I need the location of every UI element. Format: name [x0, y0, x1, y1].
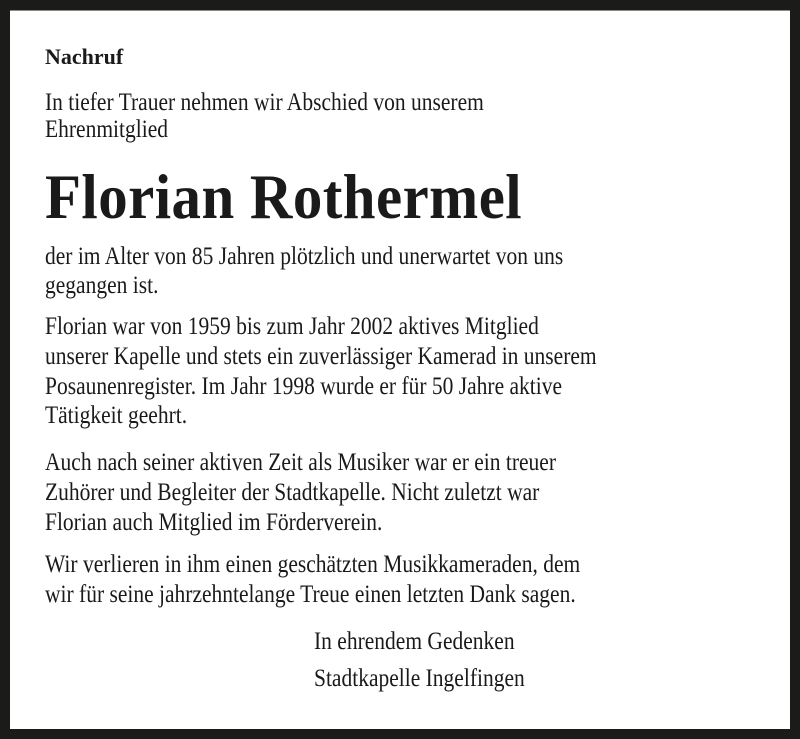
paragraph-line: Tätigkeit geehrt.: [45, 402, 188, 429]
paragraph-line: Florian war von 1959 bis zum Jahr 2002 aktives Mitglied: [45, 313, 539, 340]
paragraph-line: Posaunenregister. Im Jahr 1998 wurde er für 50 Jahre aktive: [45, 373, 563, 400]
paragraph-line: Florian auch Mitglied im Förderverein.: [45, 509, 383, 536]
intro-line: Ehrenmitglied: [45, 116, 169, 143]
deceased-name: Florian Rothermel: [45, 161, 523, 232]
intro-line: In tiefer Trauer nehmen wir Abschied von unserem: [45, 89, 484, 116]
signature-line: In ehrendem Gedenken: [314, 628, 515, 655]
paragraph-line: Auch nach seiner aktiven Zeit als Musiker war er ein treuer: [45, 449, 557, 476]
obituary-notice: [10, 10, 790, 729]
paragraph-line: wir für seine jahrzehntelange Treue einen letzten Dank sagen.: [45, 581, 576, 608]
paragraph-line: Wir verlieren in ihm einen geschätzten Musikkameraden, dem: [45, 551, 581, 578]
paragraph-line: Zuhörer und Begleiter der Stadtkapelle. Nicht zuletzt war: [45, 479, 540, 506]
paragraph-line: der im Alter von 85 Jahren plötzlich und unerwartet von uns: [45, 243, 564, 270]
notice-heading: Nachruf: [45, 44, 124, 69]
signature-line: Stadtkapelle Ingelfingen: [314, 665, 525, 692]
paragraph-line: unserer Kapelle und stets ein zuverlässiger Kamerad in unserem: [45, 343, 597, 370]
paragraph-line: gegangen ist.: [45, 272, 159, 299]
